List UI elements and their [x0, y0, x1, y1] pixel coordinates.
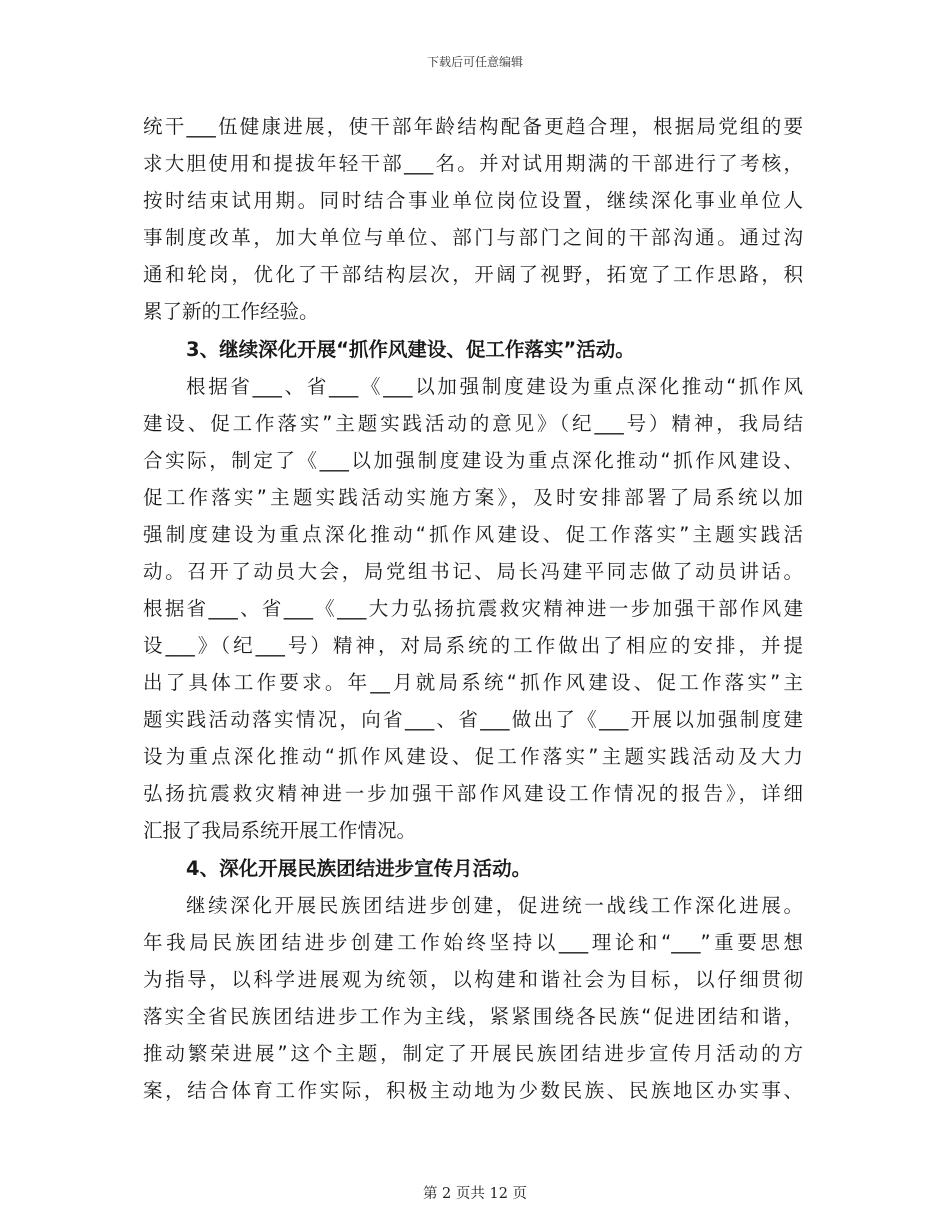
text-line: 出了具体工作要求。年__月就局系统“抓作风建设、促工作落实”主 [143, 671, 803, 694]
text-line: 落实全省民族团结进步工作为主线，紧紧围绕各民族“促进团结和谐， [143, 1005, 803, 1028]
text-line: 求大胆使用和提拔年轻干部___名。并对试用期满的干部进行了考核， [143, 152, 803, 175]
text-line: 合实际，制定了《___以加强制度建设为重点深化推动“抓作风建设、 [143, 449, 803, 472]
text-line: 通和轮岗，优化了干部结构层次，开阔了视野，拓宽了工作思路，积 [143, 263, 803, 286]
section-heading: 4、深化开展民族团结进步宣传月活动。 [186, 857, 532, 880]
page-footer: 第 2 页共 12 页 [422, 1186, 528, 1202]
page-header: 下载后可任意编辑 [426, 55, 523, 69]
text-line: 建设、促工作落实”主题实践活动的意见》（纪___号）精神，我局结 [143, 412, 803, 435]
text-line: 汇报了我局系统开展工作情况。 [143, 819, 417, 842]
section-heading: 3、继续深化开展“抓作风建设、促工作落实”活动。 [186, 338, 635, 361]
text-line: 动。召开了动员大会，局党组书记、局长冯建平同志做了动员讲话。 [143, 560, 803, 583]
text-line: 推动繁荣进展”这个主题，制定了开展民族团结进步宣传月活动的方 [143, 1042, 803, 1065]
text-line: 根据省___、省___《___以加强制度建设为重点深化推动“抓作风 [186, 375, 803, 398]
text-line: 事制度改革，加大单位与单位、部门与部门之间的干部沟通。通过沟 [143, 226, 803, 249]
text-line: 设___》（纪___号）精神，对局系统的工作做出了相应的安排，并提 [143, 634, 803, 657]
text-line: 弘扬抗震救灾精神进一步加强干部作风建设工作情况的报告》，详细 [143, 782, 803, 805]
text-line: 继续深化开展民族团结进步创建，促进统一战线工作深化进展。 [186, 894, 803, 917]
text-line: 案，结合体育工作实际，积极主动地为少数民族、民族地区办实事、 [143, 1079, 803, 1102]
text-line: 根据省___、省___《___大力弘扬抗震救灾精神进一步加强干部作风建 [143, 597, 803, 620]
text-line: 累了新的工作经验。 [143, 300, 319, 323]
text-line: 为指导，以科学进展观为统领，以构建和谐社会为目标，以仔细贯彻 [143, 968, 803, 991]
text-line: 年我局民族团结进步创建工作始终坚持以___理论和“___”重要思想 [143, 931, 803, 954]
text-line: 促工作落实”主题实践活动实施方案》，及时安排部署了局系统以加 [143, 486, 803, 509]
text-line: 强制度建设为重点深化推动“抓作风建设、促工作落实”主题实践活 [143, 523, 803, 546]
text-line: 题实践活动落实情况，向省___、省___做出了《___开展以加强制度建 [143, 708, 803, 731]
text-line: 按时结束试用期。同时结合事业单位岗位设置，继续深化事业单位人 [143, 189, 803, 212]
text-line: 统干___伍健康进展，使干部年龄结构配备更趋合理，根据局党组的要 [143, 115, 803, 138]
text-line: 设为重点深化推动“抓作风建设、促工作落实”主题实践活动及大力 [143, 745, 803, 768]
